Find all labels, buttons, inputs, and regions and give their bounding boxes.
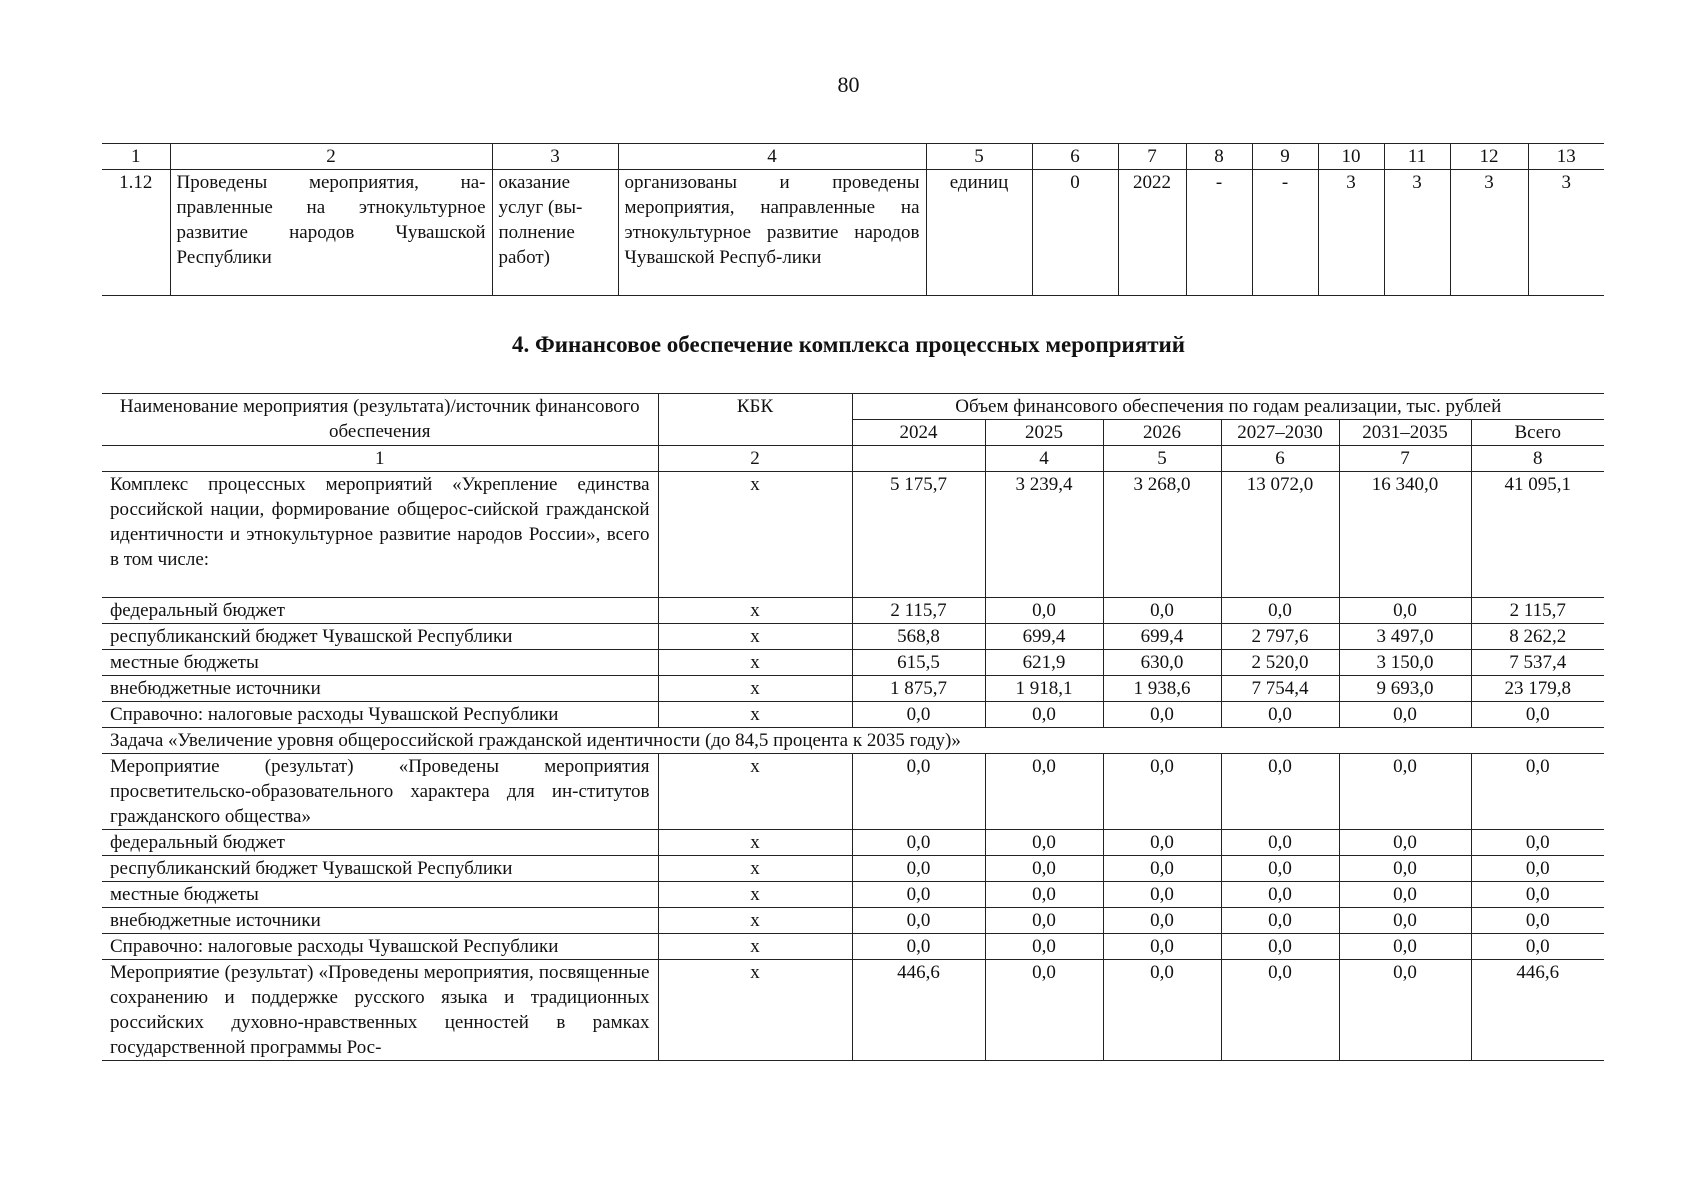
value-cell: 0,0 [1103, 598, 1221, 624]
value-cell: 0,0 [1103, 934, 1221, 960]
value-cell: 0,0 [1339, 754, 1471, 830]
value-cell: 0,0 [1339, 960, 1471, 1061]
value-cell: 3 [1450, 170, 1528, 296]
column-number: 8 [1471, 446, 1604, 472]
page-number: 80 [837, 72, 860, 97]
row-name: местные бюджеты [102, 650, 658, 676]
value-cell: 8 262,2 [1471, 624, 1604, 650]
header-cell: 4 [618, 144, 926, 170]
value-cell: 621,9 [985, 650, 1103, 676]
value-cell: 0,0 [1103, 702, 1221, 728]
value-cell: 0,0 [985, 830, 1103, 856]
kbk-cell: х [658, 702, 852, 728]
column-number: 7 [1339, 446, 1471, 472]
row-name: Справочно: налоговые расходы Чувашской Республики [102, 934, 658, 960]
kbk-cell: х [658, 676, 852, 702]
kbk-cell: х [658, 754, 852, 830]
header-kbk-cell: КБК [658, 394, 852, 446]
value-cell: 0,0 [1221, 934, 1339, 960]
value-cell: 0,0 [985, 856, 1103, 882]
header-cell: 8 [1186, 144, 1252, 170]
value-cell: 0,0 [1471, 702, 1604, 728]
header-cell: 9 [1252, 144, 1318, 170]
row-name: Мероприятие (результат) «Проведены мероприятия просветительско-образовательного характера для ин-ститутов гражданского общества» [102, 754, 658, 830]
value-cell: 0,0 [852, 754, 985, 830]
kbk-cell: х [658, 856, 852, 882]
financing-header-row [102, 394, 1604, 420]
row-name: Комплекс процессных мероприятий «Укрепление единства российской нации, формирование общерос-сийской гражданской идентичности и этнокультурное развитие народов России», всего в том числе: [102, 472, 658, 598]
value-cell: 2 797,6 [1221, 624, 1339, 650]
header-volume-cell: Объем финансового обеспечения по годам реализации, тыс. рублей [852, 394, 1604, 420]
header-cell: 3 [492, 144, 618, 170]
base-year-cell: 2022 [1118, 170, 1186, 296]
value-cell: 5 175,7 [852, 472, 985, 598]
row-number: 1.12 [102, 170, 170, 296]
indicators-header-row [102, 144, 1604, 170]
task-row [102, 728, 1604, 754]
value-cell: - [1186, 170, 1252, 296]
value-cell: 0,0 [1471, 754, 1604, 830]
value-cell: 3 150,0 [1339, 650, 1471, 676]
value-cell: 0,0 [985, 960, 1103, 1061]
value-cell: 615,5 [852, 650, 985, 676]
kbk-cell: х [658, 472, 852, 598]
value-cell: 0,0 [1339, 830, 1471, 856]
table-row [102, 624, 1604, 650]
value-cell: 0,0 [852, 882, 985, 908]
value-cell: - [1252, 170, 1318, 296]
value-cell: 630,0 [1103, 650, 1221, 676]
kbk-cell: х [658, 598, 852, 624]
year-header: Всего [1471, 420, 1604, 446]
value-cell: 446,6 [1471, 960, 1604, 1061]
row-name: местные бюджеты [102, 882, 658, 908]
value-cell: 2 115,7 [852, 598, 985, 624]
table-row [102, 830, 1604, 856]
column-number: 6 [1221, 446, 1339, 472]
value-cell: 2 115,7 [1471, 598, 1604, 624]
row-name: республиканский бюджет Чувашской Республики [102, 856, 658, 882]
value-cell: 0,0 [1103, 908, 1221, 934]
column-number: 2 [658, 446, 852, 472]
value-cell: 0,0 [1221, 908, 1339, 934]
value-cell: 23 179,8 [1471, 676, 1604, 702]
kbk-cell: х [658, 624, 852, 650]
unit-cell: единиц [926, 170, 1032, 296]
table-row [102, 650, 1604, 676]
section-title: 4. Финансовое обеспечение комплекса процессных мероприятий [511, 332, 1186, 357]
header-cell: 10 [1318, 144, 1384, 170]
value-cell: 0,0 [1471, 830, 1604, 856]
value-cell: 0,0 [1339, 934, 1471, 960]
value-cell: 3 239,4 [985, 472, 1103, 598]
kbk-cell: х [658, 934, 852, 960]
value-cell: 0,0 [1221, 882, 1339, 908]
header-cell: 13 [1528, 144, 1604, 170]
table-row [102, 472, 1604, 598]
header-cell: 1 [102, 144, 170, 170]
header-cell: 6 [1032, 144, 1118, 170]
value-cell: 0,0 [1221, 830, 1339, 856]
table-row [102, 170, 1604, 296]
column-number: 5 [1103, 446, 1221, 472]
value-cell: 3 [1384, 170, 1450, 296]
value-cell: 41 095,1 [1471, 472, 1604, 598]
table-row [102, 702, 1604, 728]
value-cell: 3 [1318, 170, 1384, 296]
value-cell: 446,6 [852, 960, 985, 1061]
value-cell: 2 520,0 [1221, 650, 1339, 676]
year-header: 2026 [1103, 420, 1221, 446]
value-cell: 568,8 [852, 624, 985, 650]
value-cell: 0,0 [985, 908, 1103, 934]
kbk-cell: х [658, 960, 852, 1061]
row-name: внебюджетные источники [102, 908, 658, 934]
table-row [102, 676, 1604, 702]
value-cell: 0,0 [1103, 754, 1221, 830]
value-cell: 0,0 [1471, 882, 1604, 908]
year-header: 2024 [852, 420, 985, 446]
indicators-table [102, 143, 1604, 296]
column-number [852, 446, 985, 472]
value-cell: 0,0 [985, 754, 1103, 830]
value-cell: 0,0 [1221, 856, 1339, 882]
value-cell: 0,0 [1221, 598, 1339, 624]
value-cell: 3 [1528, 170, 1604, 296]
row-name: внебюджетные источники [102, 676, 658, 702]
value-cell: 3 268,0 [1103, 472, 1221, 598]
indicator-type: оказание услуг (вы-полнение работ) [492, 170, 618, 296]
table-row [102, 882, 1604, 908]
value-cell: 0,0 [852, 830, 985, 856]
table-row [102, 934, 1604, 960]
value-cell: 0,0 [1339, 882, 1471, 908]
year-header: 2027–2030 [1221, 420, 1339, 446]
value-cell: 0,0 [1221, 754, 1339, 830]
value-cell: 13 072,0 [1221, 472, 1339, 598]
value-cell: 0,0 [852, 856, 985, 882]
header-cell: 11 [1384, 144, 1450, 170]
value-cell: 0,0 [985, 934, 1103, 960]
value-cell: 0,0 [1471, 856, 1604, 882]
table-row [102, 754, 1604, 830]
value-cell: 1 875,7 [852, 676, 985, 702]
header-cell: 2 [170, 144, 492, 170]
row-name: федеральный бюджет [102, 598, 658, 624]
task-title: Задача «Увеличение уровня общероссийской гражданской идентичности (до 84,5 процента к 2035 году)» [102, 728, 1604, 754]
table-row [102, 960, 1604, 1061]
row-name: Справочно: налоговые расходы Чувашской Республики [102, 702, 658, 728]
value-cell: 1 938,6 [1103, 676, 1221, 702]
table-row [102, 856, 1604, 882]
value-cell: 16 340,0 [1339, 472, 1471, 598]
value-cell: 3 497,0 [1339, 624, 1471, 650]
value-cell: 7 754,4 [1221, 676, 1339, 702]
indicator-name: Проведены мероприятия, на-правленные на этнокультурное развитие народов Чувашской Республики [170, 170, 492, 296]
table-row [102, 598, 1604, 624]
row-name: республиканский бюджет Чувашской Республики [102, 624, 658, 650]
value-cell: 0,0 [1339, 702, 1471, 728]
kbk-cell: х [658, 830, 852, 856]
column-numbers-row [102, 446, 1604, 472]
value-cell: 1 918,1 [985, 676, 1103, 702]
kbk-cell: х [658, 908, 852, 934]
kbk-cell: х [658, 882, 852, 908]
table-row [102, 908, 1604, 934]
value-cell: 0,0 [1221, 702, 1339, 728]
row-name: федеральный бюджет [102, 830, 658, 856]
value-cell: 0,0 [852, 934, 985, 960]
value-cell: 699,4 [1103, 624, 1221, 650]
value-cell: 0,0 [852, 908, 985, 934]
row-name: Мероприятие (результат) «Проведены мероприятия, посвященные сохранению и поддержке русского языка и традиционных российских духовно-нравственных ценностей в рамках государственной программы Рос- [102, 960, 658, 1061]
value-cell: 0,0 [1471, 908, 1604, 934]
financing-table [102, 393, 1604, 1061]
value-cell: 0,0 [1103, 882, 1221, 908]
value-cell: 0,0 [985, 598, 1103, 624]
kbk-cell: х [658, 650, 852, 676]
header-cell: 5 [926, 144, 1032, 170]
value-cell: 0,0 [852, 702, 985, 728]
value-cell: 0,0 [1103, 856, 1221, 882]
header-name-cell: Наименование мероприятия (результата)/источник финансового обеспечения [102, 394, 658, 446]
value-cell: 0,0 [1221, 960, 1339, 1061]
value-cell: 0,0 [1339, 598, 1471, 624]
value-cell: 9 693,0 [1339, 676, 1471, 702]
year-header: 2025 [985, 420, 1103, 446]
header-cell: 12 [1450, 144, 1528, 170]
value-cell: 0,0 [985, 882, 1103, 908]
value-cell: 0,0 [1103, 960, 1221, 1061]
column-number: 1 [102, 446, 658, 472]
value-cell: 0,0 [1471, 934, 1604, 960]
value-cell: 699,4 [985, 624, 1103, 650]
indicator-description: организованы и проведены мероприятия, направленные на этнокультурное развитие народов Чувашской Респуб-лики [618, 170, 926, 296]
year-header: 2031–2035 [1339, 420, 1471, 446]
value-cell: 0,0 [985, 702, 1103, 728]
value-cell: 0,0 [1339, 856, 1471, 882]
value-cell: 0,0 [1339, 908, 1471, 934]
base-value-cell: 0 [1032, 170, 1118, 296]
value-cell: 0,0 [1103, 830, 1221, 856]
value-cell: 7 537,4 [1471, 650, 1604, 676]
header-cell: 7 [1118, 144, 1186, 170]
column-number: 4 [985, 446, 1103, 472]
